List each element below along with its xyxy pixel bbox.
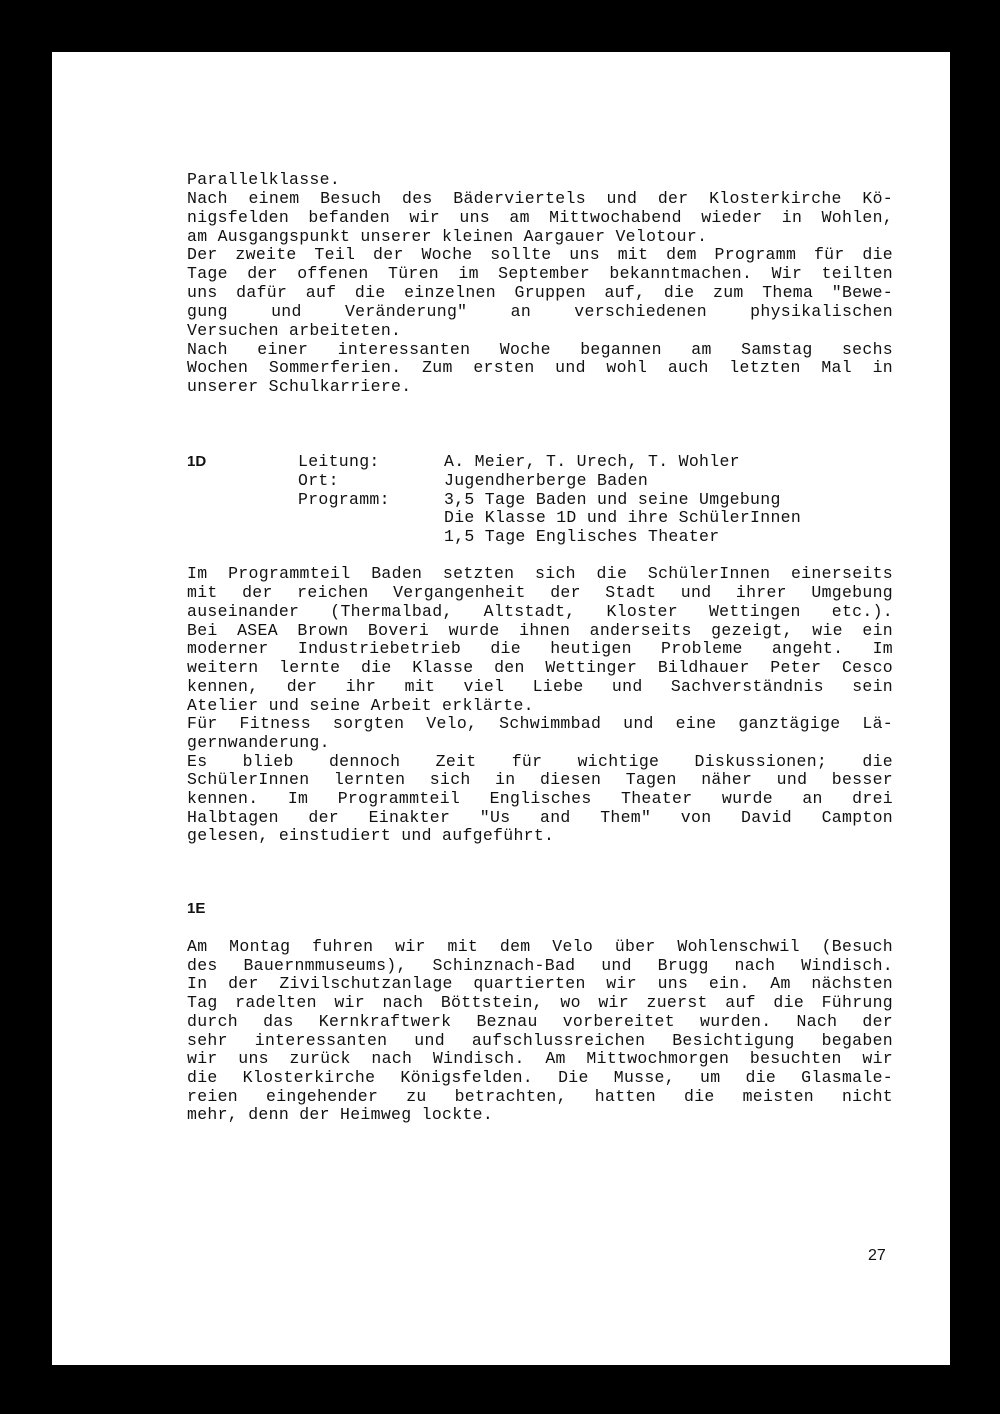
value-programm-3: 1,5 Tage Englisches Theater xyxy=(444,527,720,546)
text-line: Versuchen arbeiteten. xyxy=(187,321,402,340)
text-line: uns dafür auf die einzelnen Gruppen auf, die zum Thema "Bewe- xyxy=(187,283,893,302)
section-heading-1d: 1D xyxy=(187,453,207,470)
text-line: Atelier und seine Arbeit erklärte. xyxy=(187,696,534,715)
value-programm-1: 3,5 Tage Baden und seine Umgebung xyxy=(444,490,781,509)
text-line: des Bauernmmuseums), Schinznach-Bad und Brugg nach Windisch. xyxy=(187,956,893,975)
text-line: Am Montag fuhren wir mit dem Velo über Wohlenschwil (Besuch xyxy=(187,937,893,956)
text-line: In der Zivilschutzanlage quartierten wir uns ein. Am nächsten xyxy=(187,974,893,993)
text-line: Halbtagen der Einakter "Us and Them" von David Campton xyxy=(187,808,893,827)
text-line: am Ausgangspunkt unserer kleinen Aargauer Velotour. xyxy=(187,227,708,246)
text-line: Wochen Sommerferien. Zum ersten und wohl auch letzten Mal in xyxy=(187,358,893,377)
text-line: Tag radelten wir nach Böttstein, wo wir zuerst auf die Führung xyxy=(187,993,893,1012)
value-ort: Jugendherberge Baden xyxy=(444,471,649,490)
value-leitung: A. Meier, T. Urech, T. Wohler xyxy=(444,452,740,471)
text-line: gelesen, einstudiert und aufgeführt. xyxy=(187,826,555,845)
text-line: Für Fitness sorgten Velo, Schwimmbad und eine ganztägige Lä- xyxy=(187,714,893,733)
text-line: Im Programmteil Baden setzten sich die SchülerInnen einerseits xyxy=(187,564,893,583)
text-line: reien eingehender zu betrachten, hatten die meisten nicht xyxy=(187,1087,893,1106)
text-line: Parallelklasse. xyxy=(187,170,341,189)
text-line: sehr interessanten und aufschlussreichen Besichtigung begaben xyxy=(187,1031,893,1050)
text-line: nigsfelden befanden wir uns am Mittwochabend wieder in Wohlen, xyxy=(187,208,893,227)
text-line: moderner Industriebetrieb die heutigen Probleme angeht. Im xyxy=(187,639,893,658)
text-line: kennen, der ihr mit viel Liebe und Sachverständnis sein xyxy=(187,677,893,696)
text-line: Nach einem Besuch des Bäderviertels und der Klosterkirche Kö- xyxy=(187,189,893,208)
text-line: SchülerInnen lernten sich in diesen Tagen näher und besser xyxy=(187,770,893,789)
text-line: wir uns zurück nach Windisch. Am Mittwochmorgen besuchten wir xyxy=(187,1049,893,1068)
value-programm-2: Die Klasse 1D und ihre SchülerInnen xyxy=(444,508,802,527)
label-programm: Programm: xyxy=(298,490,390,509)
text-line: mehr, denn der Heimweg lockte. xyxy=(187,1105,494,1124)
text-line: Es blieb dennoch Zeit für wichtige Diskussionen; die xyxy=(187,752,893,771)
text-line: weitern lernte die Klasse den Wettinger Bildhauer Peter Cesco xyxy=(187,658,893,677)
text-line: auseinander (Thermalbad, Altstadt, Kloster Wettingen etc.). xyxy=(187,602,893,621)
section-heading-1e: 1E xyxy=(187,900,206,917)
page-number: 27 xyxy=(868,1247,886,1264)
text-line: mit der reichen Vergangenheit der Stadt und ihrer Umgebung xyxy=(187,583,893,602)
text-line: Bei ASEA Brown Boveri wurde ihnen anderseits gezeigt, wie ein xyxy=(187,621,893,640)
label-leitung: Leitung: xyxy=(298,452,380,471)
label-ort: Ort: xyxy=(298,471,339,490)
text-line: gernwanderung. xyxy=(187,733,330,752)
text-line: durch das Kernkraftwerk Beznau vorbereitet wurden. Nach der xyxy=(187,1012,893,1031)
text-line: Nach einer interessanten Woche begannen am Samstag sechs xyxy=(187,340,893,359)
text-line: unserer Schulkarriere. xyxy=(187,377,412,396)
text-line: die Klosterkirche Königsfelden. Die Musse, um die Glasmale- xyxy=(187,1068,893,1087)
text-line: gung und Veränderung" an verschiedenen physikalischen xyxy=(187,302,893,321)
text-line: kennen. Im Programmteil Englisches Theater wurde an drei xyxy=(187,789,893,808)
text-line: Der zweite Teil der Woche sollte uns mit dem Programm für die xyxy=(187,245,893,264)
text-line: Tage der offenen Türen im September bekanntmachen. Wir teilten xyxy=(187,264,893,283)
